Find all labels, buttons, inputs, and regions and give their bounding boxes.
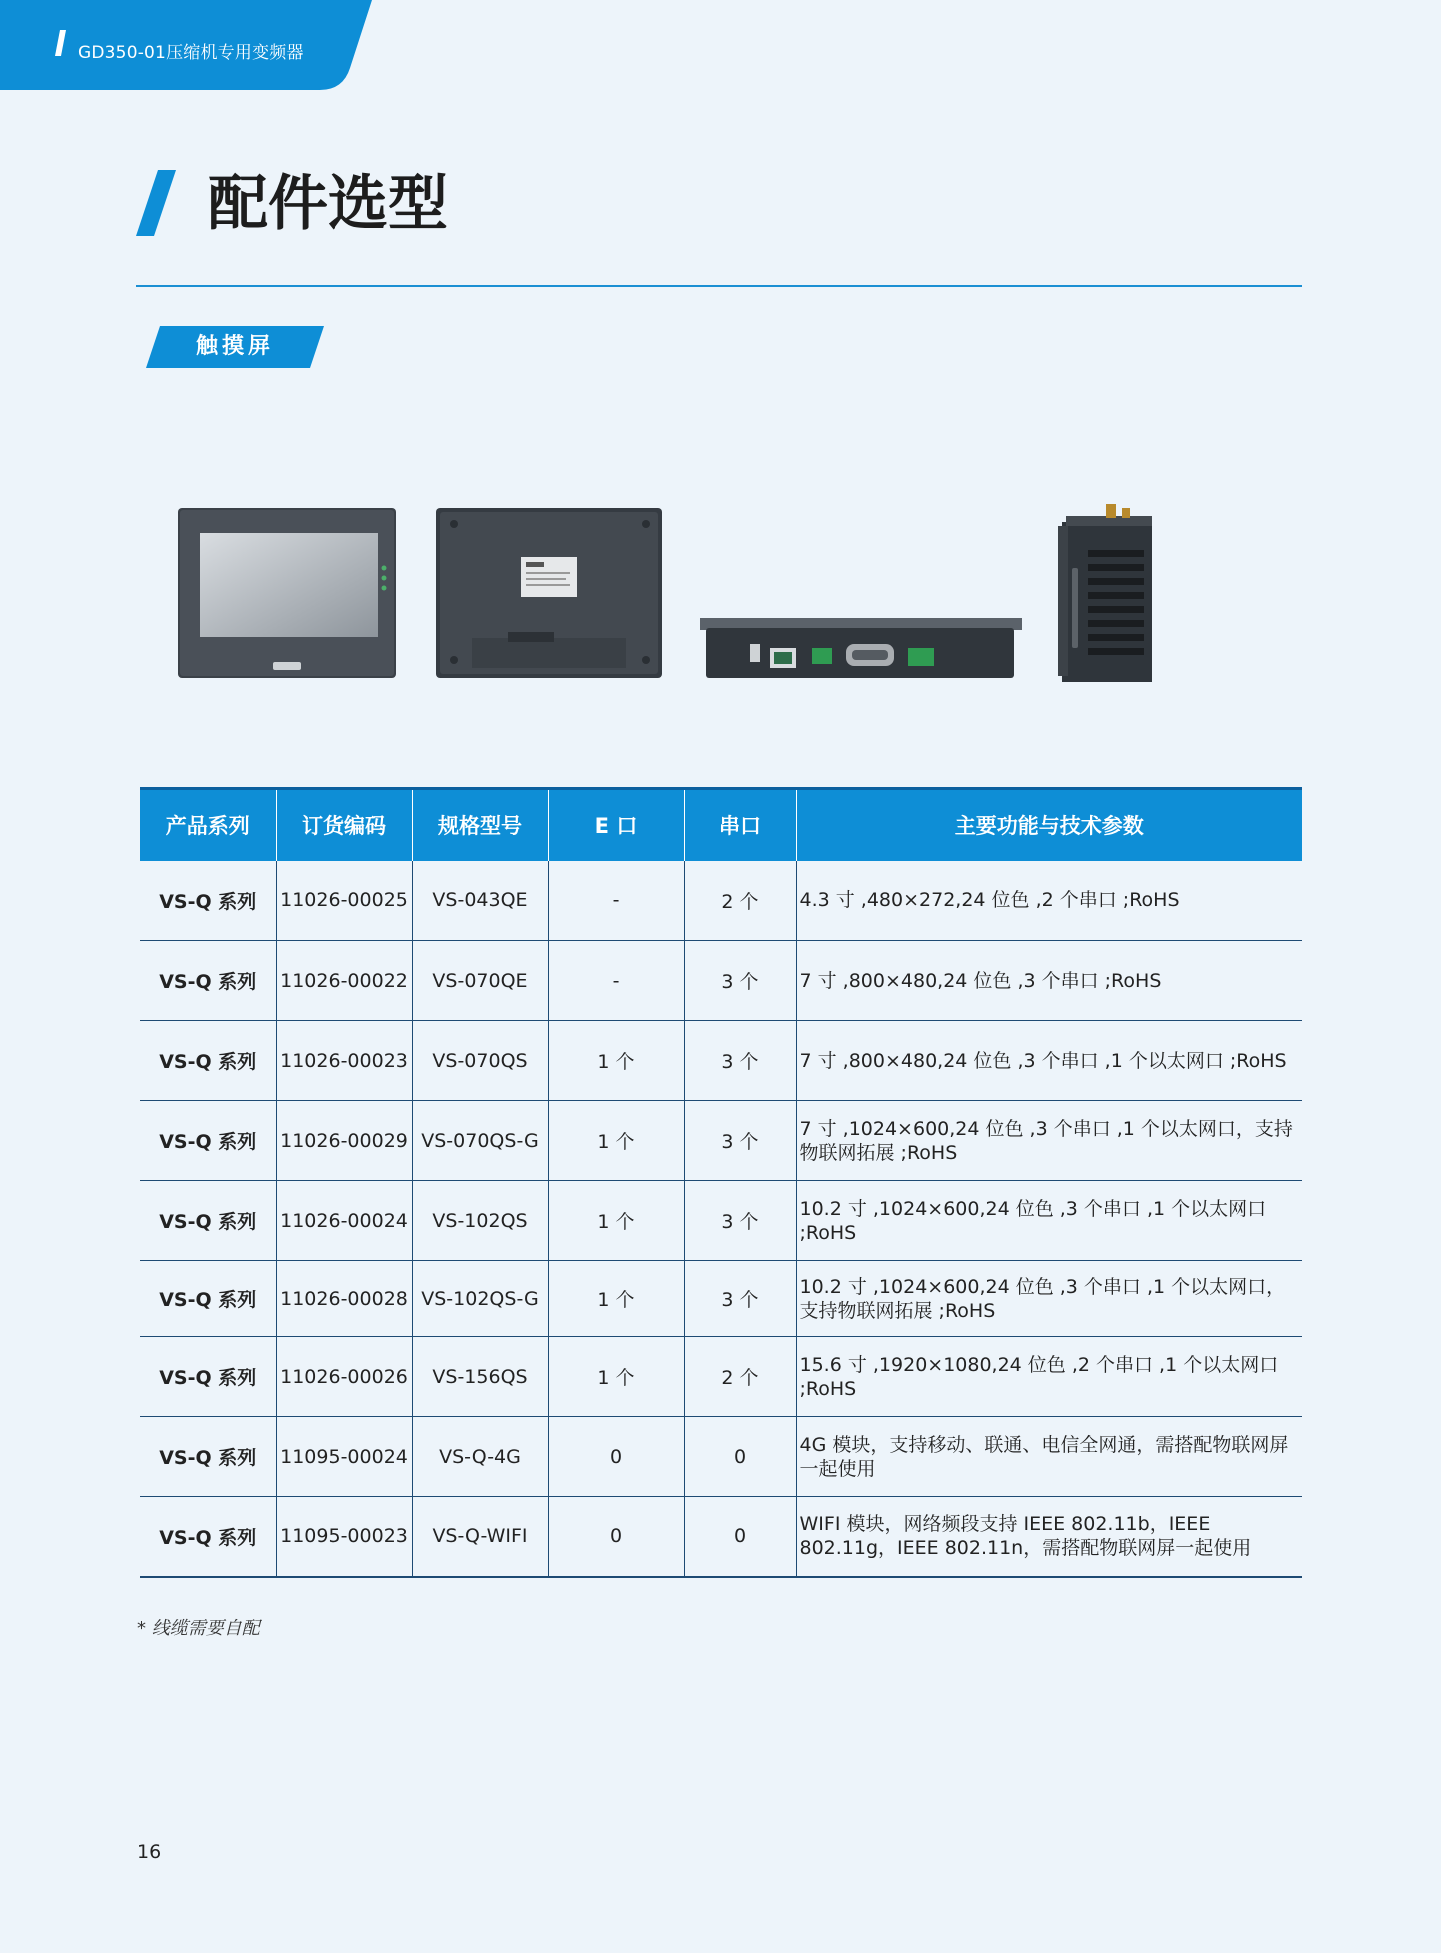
table-row xyxy=(140,941,1302,1021)
table-row xyxy=(140,1021,1302,1101)
cell-series: VS-Q 系列 xyxy=(140,1101,276,1181)
cell-functions: WIFI 模块，网络频段支持 IEEE 802.11b，IEEE 802.11g，IEEE 802.11n，需搭配物联网屏一起使用 xyxy=(799,1513,1252,1560)
cell-functions: 15.6 寸 ,1920×1080,24 位色 ,2 个串口 ,1 个以太网口 ;RoHS xyxy=(799,1353,1279,1400)
cell-serial: 3 个 xyxy=(684,941,796,1021)
table-row xyxy=(140,1337,1302,1417)
cell-model: VS-102QS xyxy=(412,1181,548,1261)
cell-order-code: 11095-00023 xyxy=(276,1497,412,1577)
cell-ethernet: 1 个 xyxy=(548,1021,684,1101)
cell-functions: 7 寸 ,800×480,24 位色 ,3 个串口 ,1 个以太网口 ;RoHS xyxy=(799,1049,1287,1072)
cell-series: VS-Q 系列 xyxy=(140,1417,276,1497)
table-header-row xyxy=(140,789,1302,861)
hmi-bottom-ports-icon xyxy=(700,618,1022,678)
product-images xyxy=(170,500,1190,690)
cell-functions: 7 寸 ,1024×600,24 位色 ,3 个串口 ,1 个以太网口，支持物联网拓展 ;RoHS xyxy=(799,1117,1293,1164)
hmi-back-icon xyxy=(436,508,662,678)
4g-module-icon xyxy=(1058,504,1152,682)
header-functions: 主要功能与技术参数 xyxy=(954,814,1144,839)
table-row xyxy=(140,1261,1302,1337)
cell-serial: 0 xyxy=(684,1417,796,1497)
cell-model: VS-Q-WIFI xyxy=(412,1497,548,1577)
cell-serial: 2 个 xyxy=(684,861,796,941)
cell-functions: 10.2 寸 ,1024×600,24 位色 ,3 个串口 ,1 个以太网口，支持物联网拓展 ;RoHS xyxy=(799,1275,1286,1322)
table-row xyxy=(140,1497,1302,1577)
cell-model: VS-156QS xyxy=(412,1337,548,1417)
page-title: 配件选型 xyxy=(208,169,448,239)
accessory-spec-table xyxy=(140,787,1302,1578)
title-slash-icon xyxy=(136,170,176,236)
cell-order-code: 11026-00024 xyxy=(276,1181,412,1261)
cell-functions: 4.3 寸 ,480×272,24 位色 ,2 个串口 ;RoHS xyxy=(799,889,1180,912)
cell-ethernet: 1 个 xyxy=(548,1181,684,1261)
cell-series: VS-Q 系列 xyxy=(140,1261,276,1337)
cell-order-code: 11095-00024 xyxy=(276,1417,412,1497)
cell-ethernet: 1 个 xyxy=(548,1101,684,1181)
page-number: 16 xyxy=(137,1841,162,1863)
header-order-code: 订货编码 xyxy=(276,789,412,861)
cell-series: VS-Q 系列 xyxy=(140,1337,276,1417)
product-images-svg xyxy=(170,500,1190,690)
cell-model: VS-Q-4G xyxy=(412,1417,548,1497)
cell-serial: 2 个 xyxy=(684,1337,796,1417)
title-divider xyxy=(136,285,1302,287)
cell-functions: 7 寸 ,800×480,24 位色 ,3 个串口 ;RoHS xyxy=(799,969,1162,992)
cell-order-code: 11026-00023 xyxy=(276,1021,412,1101)
hmi-front-icon xyxy=(178,508,396,678)
cell-serial: 3 个 xyxy=(684,1021,796,1101)
header-series: 产品系列 xyxy=(140,789,276,861)
table-row xyxy=(140,861,1302,941)
table-row xyxy=(140,1181,1302,1261)
header-ethernet-port: E 口 xyxy=(548,789,684,861)
cell-ethernet: 0 xyxy=(548,1417,684,1497)
cell-ethernet: 1 个 xyxy=(548,1337,684,1417)
cell-order-code: 11026-00022 xyxy=(276,941,412,1021)
cell-serial: 3 个 xyxy=(684,1181,796,1261)
cell-ethernet: 1 个 xyxy=(548,1261,684,1337)
cell-series: VS-Q 系列 xyxy=(140,1497,276,1577)
table-row xyxy=(140,1417,1302,1497)
cell-order-code: 11026-00025 xyxy=(276,861,412,941)
cell-serial: 0 xyxy=(684,1497,796,1577)
header-model: 规格型号 xyxy=(412,789,548,861)
cell-model: VS-070QS-G xyxy=(412,1101,548,1181)
cell-serial: 3 个 xyxy=(684,1101,796,1181)
cell-model: VS-070QS xyxy=(412,1021,548,1101)
cell-series: VS-Q 系列 xyxy=(140,941,276,1021)
cell-ethernet: - xyxy=(548,861,684,941)
cell-series: VS-Q 系列 xyxy=(140,861,276,941)
footnote: * 线缆需要自配 xyxy=(137,1618,260,1639)
cell-order-code: 11026-00029 xyxy=(276,1101,412,1181)
section-tab xyxy=(146,326,324,368)
cell-series: VS-Q 系列 xyxy=(140,1181,276,1261)
cell-functions: 4G 模块，支持移动、联通、电信全网通，需搭配物联网屏一起使用 xyxy=(799,1433,1289,1480)
table-row xyxy=(140,1101,1302,1181)
cell-order-code: 11026-00026 xyxy=(276,1337,412,1417)
cell-model: VS-043QE xyxy=(412,861,548,941)
header-tab xyxy=(0,0,372,90)
header-title: GD350-01压缩机专用变频器 xyxy=(78,43,304,63)
cell-order-code: 11026-00028 xyxy=(276,1261,412,1337)
cell-model: VS-102QS-G xyxy=(412,1261,548,1337)
header-serial-port: 串口 xyxy=(684,789,796,861)
section-title: 触摸屏 xyxy=(195,334,274,359)
cell-serial: 3 个 xyxy=(684,1261,796,1337)
cell-ethernet: - xyxy=(548,941,684,1021)
cell-functions: 10.2 寸 ,1024×600,24 位色 ,3 个串口 ,1 个以太网口 ;RoHS xyxy=(799,1197,1267,1244)
cell-model: VS-070QE xyxy=(412,941,548,1021)
cell-series: VS-Q 系列 xyxy=(140,1021,276,1101)
cell-ethernet: 0 xyxy=(548,1497,684,1577)
